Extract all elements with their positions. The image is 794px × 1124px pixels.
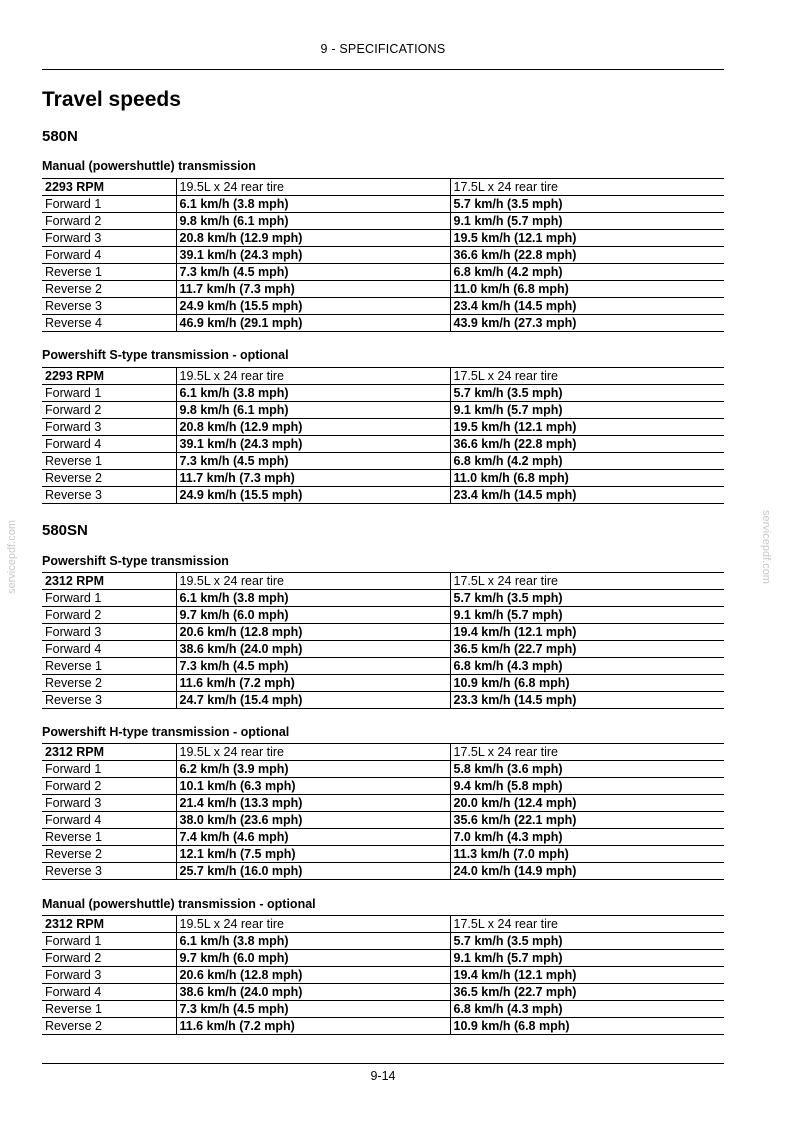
speed-value: 38.0 km/h (23.6 mph) (176, 812, 450, 829)
page-title: Travel speeds (42, 88, 181, 111)
speed-value: 12.1 km/h (7.5 mph) (176, 846, 450, 863)
speed-value: 24.9 km/h (15.5 mph) (176, 298, 450, 315)
gear-label: Forward 1 (42, 196, 176, 213)
speed-value: 38.6 km/h (24.0 mph) (176, 984, 450, 1001)
table-row (42, 453, 724, 470)
rpm-header: 2312 RPM (42, 916, 176, 933)
watermark-left: servicepdf.com (6, 520, 18, 594)
gear-label: Reverse 2 (42, 846, 176, 863)
speed-value: 11.7 km/h (7.3 mph) (176, 470, 450, 487)
model-title-580n: 580N (42, 128, 78, 145)
gear-label: Forward 1 (42, 933, 176, 950)
speed-value: 7.0 km/h (4.3 mph) (450, 829, 724, 846)
table-row (42, 641, 724, 658)
table-row (42, 829, 724, 846)
speed-value: 23.4 km/h (14.5 mph) (450, 487, 724, 504)
speed-value: 36.6 km/h (22.8 mph) (450, 247, 724, 264)
gear-label: Forward 3 (42, 624, 176, 641)
speed-value: 6.1 km/h (3.8 mph) (176, 933, 450, 950)
table-row (42, 264, 724, 281)
gear-label: Forward 2 (42, 778, 176, 795)
speed-value: 6.8 km/h (4.2 mph) (450, 453, 724, 470)
header-rule (42, 69, 724, 70)
speed-value: 5.8 km/h (3.6 mph) (450, 761, 724, 778)
table-row (42, 1001, 724, 1018)
chapter-header: 9 - SPECIFICATIONS (320, 42, 446, 56)
gear-label: Forward 3 (42, 419, 176, 436)
speed-value: 46.9 km/h (29.1 mph) (176, 315, 450, 332)
gear-label: Reverse 2 (42, 470, 176, 487)
gear-label: Reverse 3 (42, 692, 176, 709)
speed-value: 6.1 km/h (3.8 mph) (176, 385, 450, 402)
table-row (42, 812, 724, 829)
gear-label: Forward 1 (42, 761, 176, 778)
table-row (42, 385, 724, 402)
table-row (42, 863, 724, 880)
speed-value: 36.5 km/h (22.7 mph) (450, 641, 724, 658)
footer-rule (42, 1063, 724, 1064)
speed-value: 23.4 km/h (14.5 mph) (450, 298, 724, 315)
rpm-header: 2293 RPM (42, 179, 176, 196)
table-row (42, 795, 724, 812)
model-title-580sn: 580SN (42, 522, 88, 539)
speed-value: 11.0 km/h (6.8 mph) (450, 281, 724, 298)
speed-value: 38.6 km/h (24.0 mph) (176, 641, 450, 658)
speed-value: 36.5 km/h (22.7 mph) (450, 984, 724, 1001)
speed-value: 7.3 km/h (4.5 mph) (176, 658, 450, 675)
table-row (42, 984, 724, 1001)
speed-value: 6.1 km/h (3.8 mph) (176, 196, 450, 213)
speed-value: 11.6 km/h (7.2 mph) (176, 1018, 450, 1035)
speed-value: 19.4 km/h (12.1 mph) (450, 967, 724, 984)
table-row (42, 230, 724, 247)
speed-value: 9.8 km/h (6.1 mph) (176, 213, 450, 230)
tire-size-header: 19.5L x 24 rear tire (176, 368, 450, 385)
speed-value: 9.1 km/h (5.7 mph) (450, 213, 724, 230)
speed-value: 9.8 km/h (6.1 mph) (176, 402, 450, 419)
speed-table (42, 743, 724, 880)
gear-label: Forward 2 (42, 607, 176, 624)
gear-label: Forward 2 (42, 950, 176, 967)
speed-value: 36.6 km/h (22.8 mph) (450, 436, 724, 453)
speed-value: 9.4 km/h (5.8 mph) (450, 778, 724, 795)
speed-value: 39.1 km/h (24.3 mph) (176, 436, 450, 453)
gear-label: Forward 3 (42, 967, 176, 984)
rpm-header: 2312 RPM (42, 573, 176, 590)
speed-value: 19.5 km/h (12.1 mph) (450, 419, 724, 436)
section-title: Powershift S-type transmission (42, 554, 229, 568)
speed-value: 20.6 km/h (12.8 mph) (176, 967, 450, 984)
speed-table (42, 367, 724, 504)
speed-value: 20.8 km/h (12.9 mph) (176, 230, 450, 247)
table-row (42, 933, 724, 950)
speed-value: 24.0 km/h (14.9 mph) (450, 863, 724, 880)
speed-value: 10.9 km/h (6.8 mph) (450, 675, 724, 692)
table-row (42, 1018, 724, 1035)
tire-size-header: 17.5L x 24 rear tire (450, 573, 724, 590)
table-row (42, 590, 724, 607)
speed-table (42, 572, 724, 709)
gear-label: Forward 3 (42, 795, 176, 812)
speed-value: 19.4 km/h (12.1 mph) (450, 624, 724, 641)
table-row (42, 470, 724, 487)
page-number: 9-14 (370, 1069, 396, 1083)
speed-value: 6.2 km/h (3.9 mph) (176, 761, 450, 778)
table-row (42, 281, 724, 298)
gear-label: Reverse 4 (42, 315, 176, 332)
table-row (42, 196, 724, 213)
speed-value: 11.3 km/h (7.0 mph) (450, 846, 724, 863)
speed-value: 5.7 km/h (3.5 mph) (450, 590, 724, 607)
table-row (42, 298, 724, 315)
speed-value: 5.7 km/h (3.5 mph) (450, 385, 724, 402)
speed-value: 5.7 km/h (3.5 mph) (450, 196, 724, 213)
gear-label: Reverse 1 (42, 1001, 176, 1018)
speed-value: 25.7 km/h (16.0 mph) (176, 863, 450, 880)
speed-value: 11.7 km/h (7.3 mph) (176, 281, 450, 298)
speed-value: 20.0 km/h (12.4 mph) (450, 795, 724, 812)
gear-label: Reverse 2 (42, 1018, 176, 1035)
speed-value: 11.0 km/h (6.8 mph) (450, 470, 724, 487)
table-header-row (42, 368, 724, 385)
speed-value: 6.8 km/h (4.3 mph) (450, 1001, 724, 1018)
tire-size-header: 17.5L x 24 rear tire (450, 916, 724, 933)
table-row (42, 315, 724, 332)
speed-table (42, 915, 724, 1035)
speed-value: 20.6 km/h (12.8 mph) (176, 624, 450, 641)
gear-label: Forward 4 (42, 436, 176, 453)
gear-label: Forward 4 (42, 812, 176, 829)
tire-size-header: 17.5L x 24 rear tire (450, 179, 724, 196)
speed-value: 24.9 km/h (15.5 mph) (176, 487, 450, 504)
table-row (42, 247, 724, 264)
table-row (42, 675, 724, 692)
rpm-header: 2293 RPM (42, 368, 176, 385)
table-header-row (42, 179, 724, 196)
speed-value: 24.7 km/h (15.4 mph) (176, 692, 450, 709)
speed-value: 19.5 km/h (12.1 mph) (450, 230, 724, 247)
gear-label: Reverse 1 (42, 453, 176, 470)
speed-value: 43.9 km/h (27.3 mph) (450, 315, 724, 332)
gear-label: Reverse 3 (42, 863, 176, 880)
speed-value: 5.7 km/h (3.5 mph) (450, 933, 724, 950)
table-row (42, 778, 724, 795)
speed-value: 23.3 km/h (14.5 mph) (450, 692, 724, 709)
table-row (42, 967, 724, 984)
table-header-row (42, 573, 724, 590)
speed-value: 9.1 km/h (5.7 mph) (450, 402, 724, 419)
speed-value: 7.3 km/h (4.5 mph) (176, 453, 450, 470)
table-row (42, 950, 724, 967)
table-row (42, 761, 724, 778)
speed-value: 21.4 km/h (13.3 mph) (176, 795, 450, 812)
gear-label: Reverse 1 (42, 658, 176, 675)
speed-value: 10.9 km/h (6.8 mph) (450, 1018, 724, 1035)
tire-size-header: 19.5L x 24 rear tire (176, 179, 450, 196)
tire-size-header: 17.5L x 24 rear tire (450, 744, 724, 761)
gear-label: Reverse 3 (42, 487, 176, 504)
tire-size-header: 19.5L x 24 rear tire (176, 744, 450, 761)
section-title: Powershift H-type transmission - optional (42, 725, 290, 739)
gear-label: Reverse 1 (42, 264, 176, 281)
speed-table (42, 178, 724, 332)
table-row (42, 213, 724, 230)
speed-value: 6.8 km/h (4.3 mph) (450, 658, 724, 675)
speed-value: 6.8 km/h (4.2 mph) (450, 264, 724, 281)
table-header-row (42, 744, 724, 761)
speed-value: 10.1 km/h (6.3 mph) (176, 778, 450, 795)
speed-value: 9.7 km/h (6.0 mph) (176, 950, 450, 967)
watermark-right: servicepdf.com (760, 510, 772, 584)
speed-value: 7.3 km/h (4.5 mph) (176, 264, 450, 281)
tire-size-header: 17.5L x 24 rear tire (450, 368, 724, 385)
speed-value: 7.3 km/h (4.5 mph) (176, 1001, 450, 1018)
gear-label: Reverse 2 (42, 675, 176, 692)
gear-label: Forward 1 (42, 590, 176, 607)
section-title: Manual (powershuttle) transmission (42, 159, 256, 173)
rpm-header: 2312 RPM (42, 744, 176, 761)
section-title: Powershift S-type transmission - optional (42, 348, 289, 362)
speed-value: 9.1 km/h (5.7 mph) (450, 607, 724, 624)
speed-value: 9.7 km/h (6.0 mph) (176, 607, 450, 624)
gear-label: Forward 4 (42, 247, 176, 264)
speed-value: 20.8 km/h (12.9 mph) (176, 419, 450, 436)
gear-label: Forward 3 (42, 230, 176, 247)
table-row (42, 419, 724, 436)
table-row (42, 846, 724, 863)
speed-value: 39.1 km/h (24.3 mph) (176, 247, 450, 264)
gear-label: Forward 4 (42, 641, 176, 658)
table-row (42, 658, 724, 675)
speed-value: 6.1 km/h (3.8 mph) (176, 590, 450, 607)
gear-label: Reverse 2 (42, 281, 176, 298)
gear-label: Forward 2 (42, 402, 176, 419)
table-row (42, 436, 724, 453)
gear-label: Reverse 1 (42, 829, 176, 846)
speed-value: 9.1 km/h (5.7 mph) (450, 950, 724, 967)
gear-label: Forward 4 (42, 984, 176, 1001)
table-header-row (42, 916, 724, 933)
table-row (42, 624, 724, 641)
gear-label: Forward 1 (42, 385, 176, 402)
speed-value: 7.4 km/h (4.6 mph) (176, 829, 450, 846)
table-row (42, 607, 724, 624)
table-row (42, 402, 724, 419)
speed-value: 11.6 km/h (7.2 mph) (176, 675, 450, 692)
section-title: Manual (powershuttle) transmission - optional (42, 897, 316, 911)
gear-label: Forward 2 (42, 213, 176, 230)
table-row (42, 487, 724, 504)
tire-size-header: 19.5L x 24 rear tire (176, 573, 450, 590)
table-row (42, 692, 724, 709)
gear-label: Reverse 3 (42, 298, 176, 315)
tire-size-header: 19.5L x 24 rear tire (176, 916, 450, 933)
speed-value: 35.6 km/h (22.1 mph) (450, 812, 724, 829)
